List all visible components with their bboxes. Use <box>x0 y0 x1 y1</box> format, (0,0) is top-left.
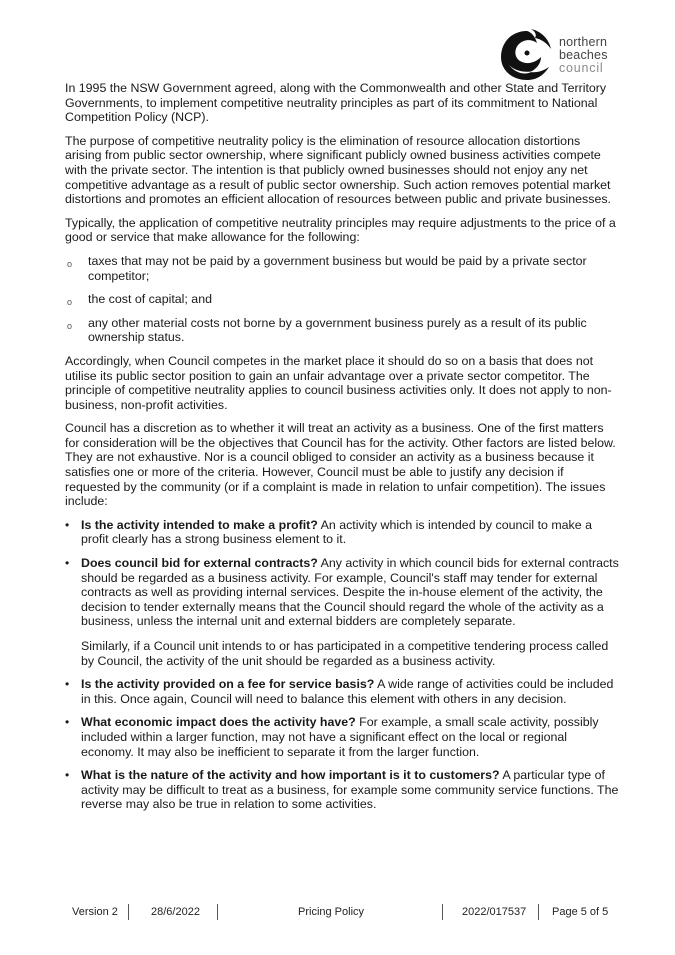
wave-emblem-icon <box>497 27 553 83</box>
paragraph-accordingly: Accordingly, when Council competes in the market place it should do so on a basis that does not utilise its public sector position to gain an unfair advantage over a private sector competitor. The principle of competitive neutrality applies to council business activities only. It does not apply to non-business, non-profit activities. <box>65 353 612 412</box>
list-item-text: taxes that may not be paid by a government business but would be paid by a private sector competitor; <box>88 253 587 283</box>
issue-item-external-contracts <box>65 556 620 668</box>
issue-question: Is the activity provided on a fee for service basis? <box>81 677 375 692</box>
footer-version: Version 2 <box>72 906 118 918</box>
paragraph-adjustments: Typically, the application of competitive neutrality principles may require adjustments to the price of a good or service that make allowance for the following: <box>65 215 616 245</box>
logo-line-council: council <box>559 60 604 75</box>
footer-date: 28/6/2022 <box>151 906 200 918</box>
issue-question: Does council bid for external contracts? <box>81 556 318 571</box>
paragraph-ncp-intro: In 1995 the NSW Government agreed, along with the Commonwealth and other State and Territory Governments, to implement competitive neutrality principles as part of its commitment to National Competition Policy (NCP). <box>65 81 607 125</box>
footer-divider <box>538 904 539 920</box>
footer-document-title: Pricing Policy <box>298 906 365 918</box>
logo-line-northern: northern <box>559 34 608 49</box>
page-footer <box>65 904 635 920</box>
bullet-icon: • <box>65 677 70 692</box>
list-item <box>65 292 620 307</box>
footer-divider <box>442 904 443 920</box>
bullet-icon: • <box>65 556 70 571</box>
logo-line-beaches: beaches <box>559 47 608 62</box>
issue-question: Is the activity intended to make a profit? <box>81 517 318 532</box>
hollow-bullet-icon: o <box>67 320 73 331</box>
list-item-text: any other material costs not borne by a government business purely as a result of its public ownership status. <box>88 315 587 345</box>
issue-text: Any activity in which council bids for external contracts should be regarded as a business activity. For example, Council's staff may tender for external contracts as well as providing internal services. Despite the in-house element of the activity, the decision to tender externally means that the Council should regard the whole of the activity as a business, unless the internal unit and external bidders are completely separate. <box>81 556 619 629</box>
issue-text: A particular type of activity may be difficult to treat as a business, for example some community service functions. The reverse may also be true in relation to some activities. <box>81 768 619 812</box>
adjustments-list <box>65 254 620 345</box>
hollow-bullet-icon: o <box>67 258 73 269</box>
issue-text: A wide range of activities could be included in this. Once again, Council will need to balance this element with others in any decision. <box>81 677 614 706</box>
bullet-icon: • <box>65 768 70 783</box>
issue-question: What economic impact does the activity have? <box>81 715 356 730</box>
issue-question: What is the nature of the activity and how important is it to customers? <box>81 768 500 783</box>
footer-page-number: Page 5 of 5 <box>552 906 609 918</box>
list-item <box>65 254 620 283</box>
issue-text: For example, a small scale activity, possibly included within a larger function, may not have a significant effect on the local or regional economy. It may also be inefficient to separate it from the larger function. <box>81 715 599 759</box>
footer-divider <box>217 904 218 920</box>
footer-reference-number: 2022/017537 <box>462 906 527 918</box>
hollow-bullet-icon: o <box>67 297 73 308</box>
list-item <box>65 316 620 345</box>
list-item-text: the cost of capital; and <box>88 292 212 307</box>
issue-item-fee-for-service <box>65 677 620 706</box>
bullet-icon: • <box>65 517 70 532</box>
issue-item-nature <box>65 768 620 812</box>
issue-item-economic-impact <box>65 715 620 759</box>
issue-text: An activity which is intended by council to make a profit clearly has a strong business element to it. <box>81 517 592 547</box>
paragraph-purpose: The purpose of competitive neutrality policy is the elimination of resource allocation distortions arising from public sector ownership, where significant publicly owned business activities compete with the private sector. The intention is that publicly owned businesses should not enjoy any net competitive advantage as a result of public sector ownership. Such action removes potential market distortions and promotes an efficient allocation of resources between public and private businesses. <box>65 133 611 207</box>
issue-continuation: Similarly, if a Council unit intends to or has participated in a competitive tendering process called by Council, the activity of the unit should be regarded as a business activity. <box>81 639 609 668</box>
council-logo <box>497 27 647 83</box>
bullet-icon: • <box>65 715 70 730</box>
document-body <box>65 81 620 821</box>
issues-list <box>65 518 620 812</box>
footer-divider <box>128 904 129 920</box>
issue-item-profit <box>65 518 620 547</box>
paragraph-discretion: Council has a discretion as to whether it will treat an activity as a business. One of the first matters for consideration will be the objectives that Council has for the activity. Other factors are listed below. They are not exhaustive. Nor is a council obliged to consider an activity as a business because it satisfies one or more of the criteria. However, Council must be able to justify any decision if requested by the community (or if a complaint is made in relation to unfair competition). The issues include: <box>65 421 616 509</box>
